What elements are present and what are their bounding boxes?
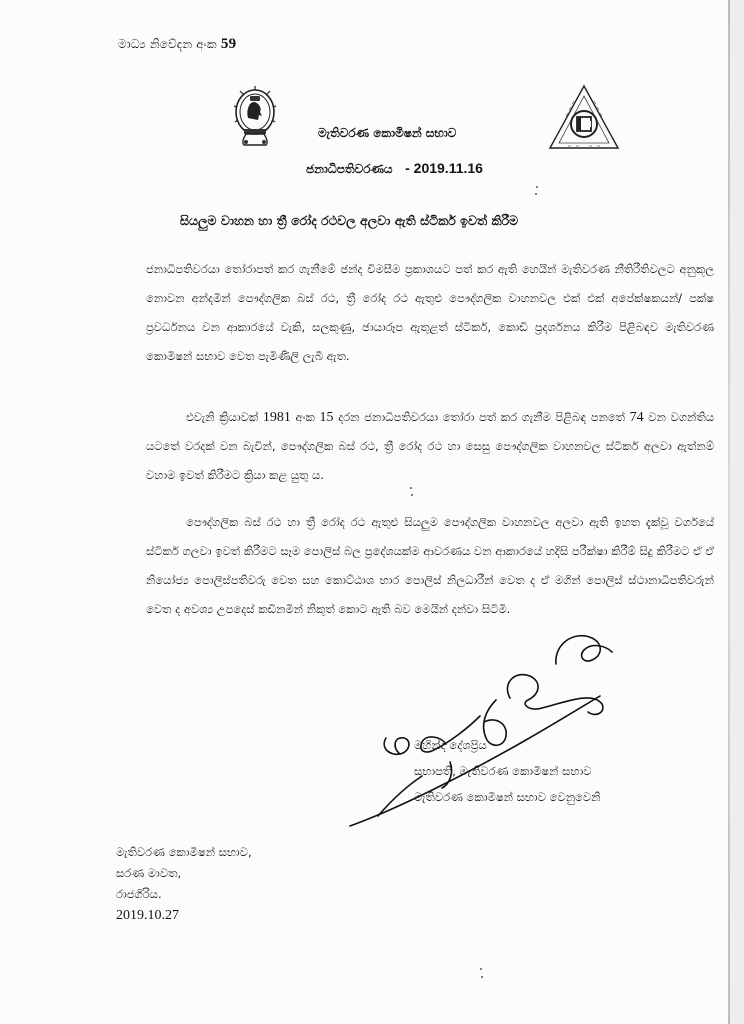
scan-speck xyxy=(480,968,482,970)
p2-year: 1981 xyxy=(262,410,291,425)
scan-speck xyxy=(536,186,538,188)
scan-speck xyxy=(410,487,412,489)
release-date: - 2019.11.16 xyxy=(405,160,483,176)
paragraph-3: පෞද්ගලික බස් රථ හා ත්‍රී රෝද රථ ඇතුළු සියලුම පෞද්ගලික වාහනවල අලවා ඇති ඉහත දැක්වූ වර්ගයේ ස්ටිකර් ගලවා ඉවත් කිරීමට සෑම පොලිස් බල ප්‍රදේශයක්ම ආවරණය වන ආකාරයේ හදිසි පරීක්ෂා කිරීම් සිදු කිරීමට ඒ ඒ නියෝජ්‍ය පොලිස්පතිවරු වෙත සහ කොට්ඨාශ භාර පොලිස් නිලධාරීන් වෙත ද ඒ මගින් පොලිස් ස්ථානාධිපතිවරුන් වෙත ද අවශ්‍ය උපදෙස් කඩිනමින් නිකුත් කොට ඇති බව මෙයින් දන්වා සිටිමි. xyxy=(146,515,714,616)
p2-act-number: 15 xyxy=(319,410,334,425)
state-emblem-icon xyxy=(232,82,278,148)
document-date: 2019.10.27 xyxy=(116,908,179,923)
scan-speck xyxy=(481,976,483,978)
release-label: ජනාධිපතිවරණය xyxy=(306,162,393,176)
address-line-3: රාජගිරිය. xyxy=(116,887,162,901)
organization-name: මැතිවරණ කොමිෂන් සභාව xyxy=(318,126,457,140)
address-line-2: සරණ මාවත, xyxy=(116,866,182,880)
scan-speck xyxy=(535,193,537,195)
media-release-number: 59 xyxy=(220,36,237,52)
p2-text-d: වන වගන්තිය යටතේ වරදක් වන බැවින්, පෞද්ගලික බස් රථ, ත්‍රී රෝද රථ හා සෙසු පෞද්ගලික වාහනවල ස්ටිකර් අලවා ඇත්නම් වහාම ඉවත් කිරීමට ක්‍රියා කළ යුතු ය. xyxy=(146,410,714,482)
signatory-title: සභාපති, මැතිවරණ කොමිෂන් සභාව xyxy=(414,764,592,778)
media-release-reference xyxy=(118,36,236,53)
election-commission-logo-icon xyxy=(546,82,622,156)
media-release-label: මාධ්‍ය නිවේදන අංක xyxy=(118,37,217,51)
p2-section-number: 74 xyxy=(629,410,644,425)
subject-heading: සියලුම වාහන හා ත්‍රී රෝද රථවල අලවා ඇති ස්ටිකර් ඉවත් කිරීම xyxy=(180,213,519,228)
address-block xyxy=(116,842,252,926)
signatory-block xyxy=(414,732,601,810)
paragraph-1: ජනාධිපතිවරයා තෝරාපත් කර ගැනීමේ ඡන්ද විමසීම ප්‍රකාශයට පත් කර ඇති හෙයින් මැතිවරණ නීතිරීතිවලට අනුකූල නොවන අන්දමින් පෞද්ගලික බස් රථ, ත්‍රී රෝද රථ ඇතුළු පෞද්ගලික වාහනවල එක් එක් අපේක්ෂකයන්/ පක්ෂ ප්‍රවර්ධනය වන ආකාරයේ වැකි, සලකුණු, ඡායාරූප ඇතුළත් ස්ටිකර්, කොඩි ප්‍රදර්ශනය කිරීම පිළිබඳව මැතිවරණ කොමිෂන් සභාව වෙත පැමිණිලි ලැබී ඇත. xyxy=(146,262,714,363)
p2-text-b: අංක xyxy=(290,410,320,424)
p2-text-c: දරන ජනාධිපතිවරයා තෝරා පත් කර ගැනීම පිළිබඳ පනතේ xyxy=(333,410,630,424)
release-heading xyxy=(306,160,483,177)
address-line-1: මැතිවරණ කොමිෂන් සභාව, xyxy=(116,845,252,859)
signatory-on-behalf: මැතිවරණ කොමිෂන් සභාව වෙනුවෙනි xyxy=(414,790,601,804)
page-edge-strip xyxy=(730,0,744,1024)
paragraph-2 xyxy=(146,403,714,490)
signatory-name: මහින්ද දේශප්‍රිය xyxy=(414,738,487,752)
p2-text-a: එවැනි ක්‍රියාවක් xyxy=(186,410,263,424)
scan-speck xyxy=(411,494,413,496)
